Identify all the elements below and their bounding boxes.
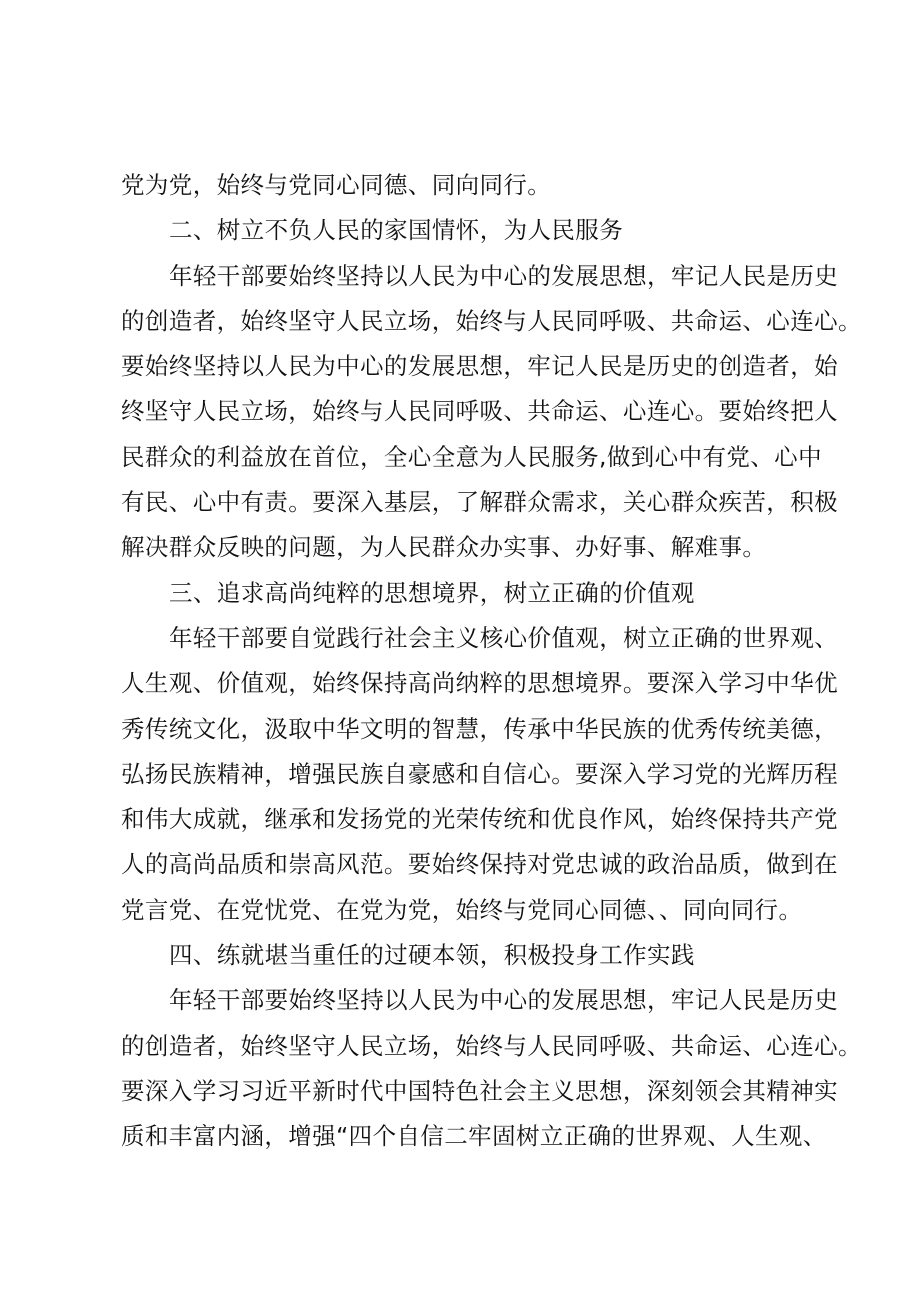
text-line: 的创造者，始终坚守人民立场，始终与人民同呼吸、共命运、心连心。 [121,1031,862,1060]
text-line: 年轻干部要始终坚持以人民为中心的发展思想，牢记人民是历史 [169,261,839,290]
text-line: 秀传统文化，汲取中华文明的智慧，传承中华民族的优秀传统美德， [121,714,838,743]
text-line: 要深入学习习近平新时代中国特色社会主义思想，深刻领会其精神实 [121,1076,838,1105]
text-line: 弘扬民族精神，增强民族自豪感和自信心。要深入学习党的光辉历程 [121,759,838,788]
text-line: 党言党、在党忧党、在党为党，始终与党同心同德、、同向同行。 [121,895,803,924]
text-line: 终坚守人民立场，始终与人民同呼吸、共命运、心连心。要始终把人 [121,397,838,426]
text-line: 民群众的利益放在首位，全心全意为人民服务,做到心中有党、心中 [121,442,822,471]
section-heading: 四、练就堪当重任的过硬本领，积极投身工作实践 [169,941,695,970]
text-line: 解决群众反映的问题，为人民群众办实事、办好事、解难事。 [121,533,767,562]
text-line: 质和丰富内涵，增强“四个自信二牢固树立正确的世界观、人生观、 [121,1122,827,1151]
text-line: 有民、心中有责。要深入基层，了解群众需求，关心群众疾苦，积极 [121,488,838,517]
text-line: 人的高尚品质和崇高风范。要始终保持对党忠诚的政治品质，做到在 [121,850,838,879]
text-line: 年轻干部要自觉践行社会主义核心价值观，树立正确的世界观、 [169,623,839,652]
section-heading: 三、追求高尚纯粹的思想境界，树立正确的价值观 [169,578,695,607]
section-heading: 二、树立不负人民的家国情怀，为人民服务 [169,216,624,245]
text-line: 和伟大成就，继承和发扬党的光荣传统和优良作风，始终保持共产党 [121,805,838,834]
text-line: 党为党，始终与党同心同德、同向同行。 [121,171,552,199]
text-line: 的创造者，始终坚守人民立场，始终与人民同呼吸、共命运、心连心。 [121,306,862,335]
text-line: 要始终坚持以人民为中心的发展思想，牢记人民是历史的创造者，始 [121,352,838,381]
text-line: 人生观、价值观，始终保持高尚纳粹的思想境界。要深入学习中华优 [121,669,838,698]
document-body [121,163,862,1160]
text-line: 年轻干部要始终坚持以人民为中心的发展思想，牢记人民是历史 [169,986,839,1015]
